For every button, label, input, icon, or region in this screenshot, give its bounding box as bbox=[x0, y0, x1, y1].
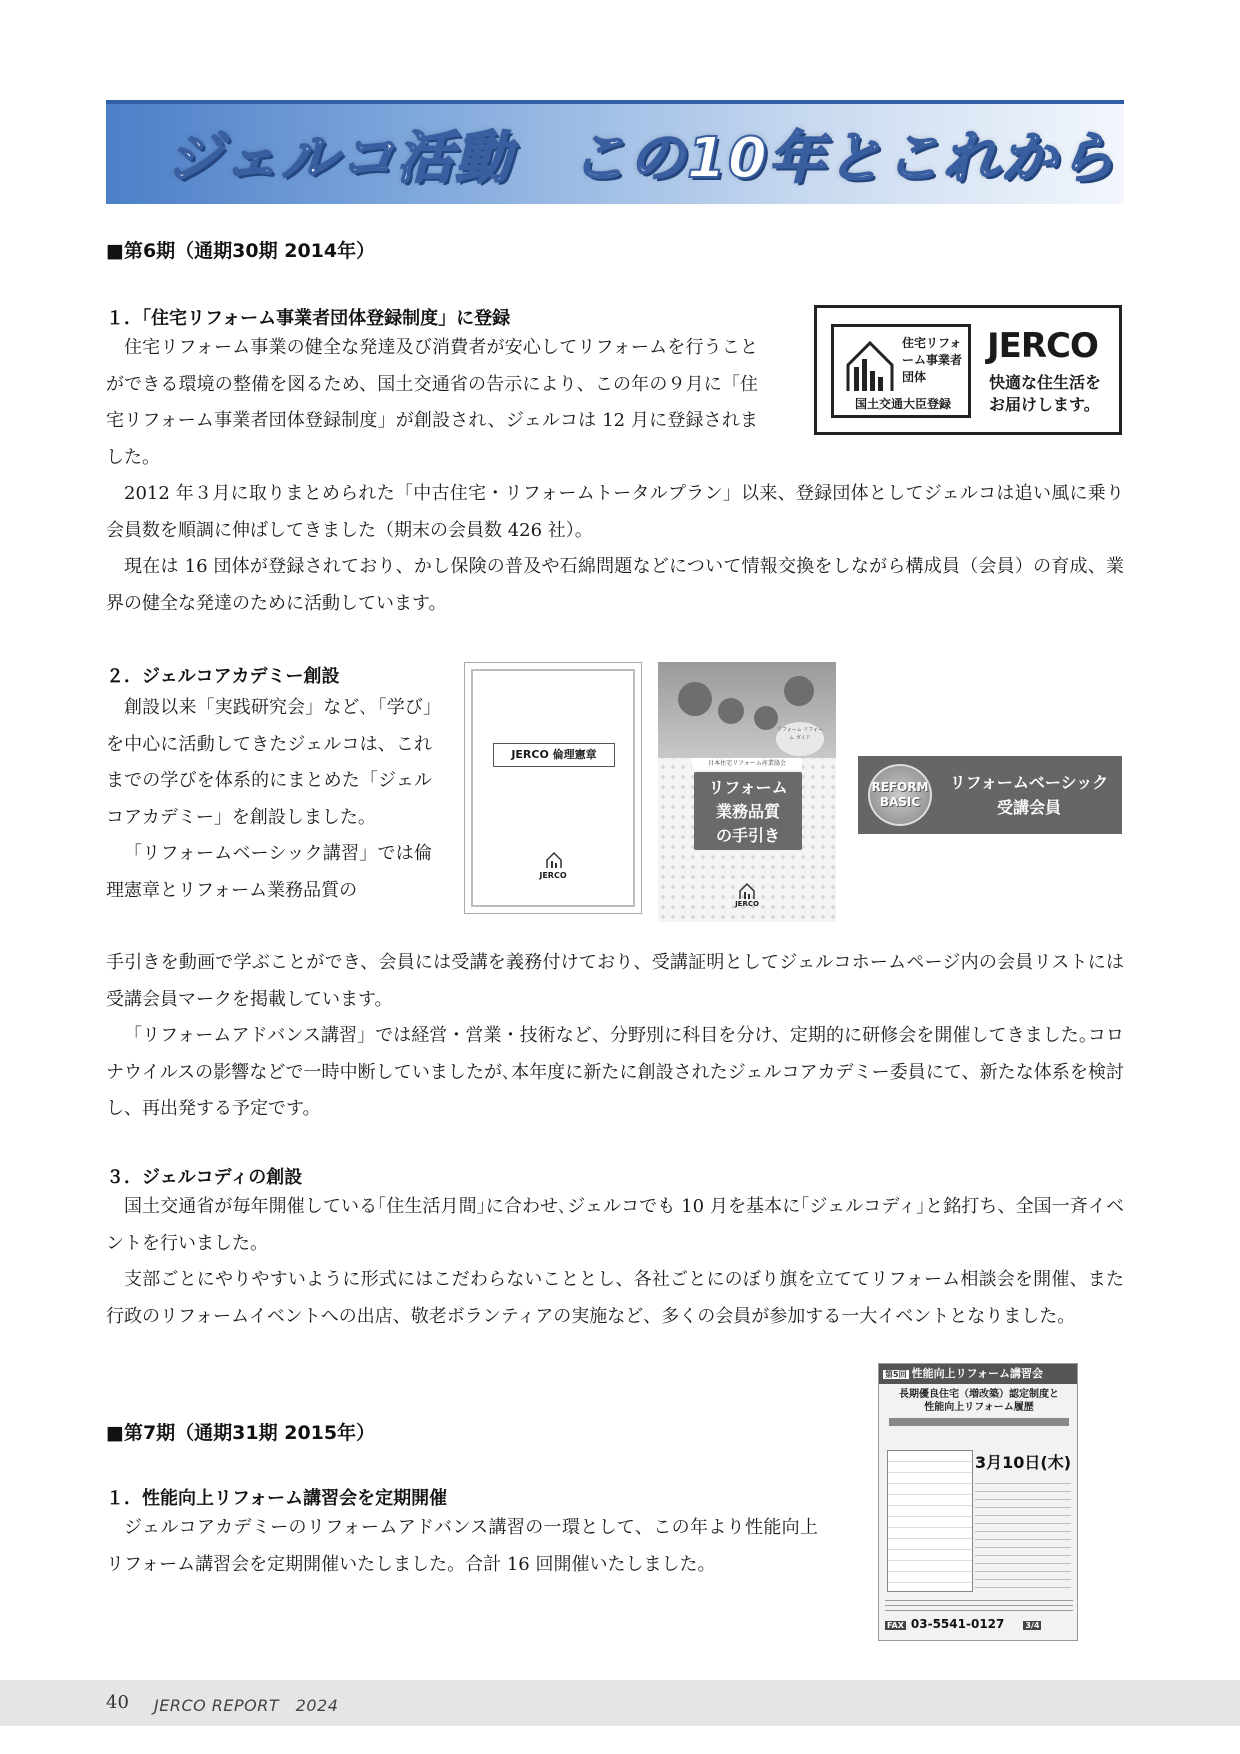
jerco-house-icon bbox=[545, 851, 563, 869]
flyer-subtitle bbox=[885, 1388, 1073, 1414]
flyer-date: 3月10日(木) bbox=[975, 1453, 1072, 1472]
period6-heading: ■第6期（通期30期 2014年） bbox=[106, 240, 376, 262]
page-footer bbox=[0, 1680, 1240, 1726]
flyer-title: 性能向上リフォーム講習会 bbox=[911, 1367, 1044, 1380]
page-number: 40 bbox=[106, 1692, 129, 1713]
house-icon bbox=[844, 337, 896, 393]
seal-text bbox=[870, 780, 930, 810]
seminar-flyer bbox=[878, 1363, 1078, 1641]
period6-item1-text-b bbox=[106, 476, 1124, 622]
reform-basic-member-badge bbox=[858, 756, 1122, 834]
paragraph: 国土交通省が毎年開催している｢住生活月間｣に合わせ､ジェルコでも 10 月を基本に｢ジェルコディ｣と銘打ち、全国一斉イベントを行いました。 bbox=[106, 1196, 1124, 1254]
fax-label: FAX bbox=[887, 1621, 904, 1630]
period7-item1-text bbox=[106, 1510, 818, 1583]
paragraph: 手引きを動画で学ぶことができ、会員には受講を義務付けており、受講証明としてジェルコホームページ内の会員リストには受講会員マークを掲載しています。 bbox=[106, 952, 1124, 1010]
family-photo bbox=[658, 662, 836, 758]
title-line: リフォーム bbox=[708, 778, 788, 797]
flyer-fax bbox=[885, 1616, 1073, 1632]
guide-badge: リフォーム リフォーム ガイド bbox=[776, 722, 824, 756]
period7-item1-title: １．性能向上リフォーム講習会を定期開催 bbox=[106, 1488, 448, 1509]
slogan-line: お届けします。 bbox=[989, 395, 1100, 414]
subtitle-line: 性能向上リフォーム履歴 bbox=[924, 1402, 1034, 1413]
paragraph: ジェルコアカデミーのリフォームアドバンス講習の一環として、この年より性能向上リフォーム講習会を定期開催いたしました。合計 16 回開催いたしました。 bbox=[106, 1517, 818, 1575]
flyer-badge: 第5回 bbox=[885, 1370, 907, 1379]
jerco-house-icon bbox=[738, 882, 756, 900]
paragraph: 現在は 16 団体が登録されており、かし保険の普及や石綿問題などについて情報交換をしながら構成員（会員）の育成、業界の健全な発達のために活動しています。 bbox=[106, 556, 1124, 614]
fax-number: 03-5541-0127 bbox=[910, 1617, 1005, 1631]
reform-basic-seal bbox=[868, 764, 932, 826]
paragraph: 「リフォームアドバンス講習」では経営・営業・技術など、分野別に科目を分け、定期的に研修会を開催してきました｡コロナウイルスの影響などで一時中断していましたが､本年度に新たに創設されたジェルコアカデミー委員にて、新たな体系を検討し、再出発する予定です。 bbox=[106, 1025, 1124, 1119]
person bbox=[784, 676, 814, 706]
slogan-line: 快適な住生活を bbox=[989, 373, 1102, 392]
period6-item3-title: ３．ジェルコディの創設 bbox=[106, 1167, 303, 1188]
period6-item3-text bbox=[106, 1189, 1124, 1335]
seal-line: BASIC bbox=[879, 795, 921, 809]
period6-item2-title: ２．ジェルコアカデミー創設 bbox=[106, 666, 340, 687]
title-banner bbox=[106, 100, 1124, 204]
period6-item2-text-b bbox=[106, 945, 1124, 1128]
flyer-form bbox=[885, 1596, 1073, 1614]
flyer-band bbox=[889, 1418, 1069, 1426]
paragraph: 支部ごとにやりやすいように形式にはこだわらないこととし、各社ごとにのぼり旗を立ててリフォーム相談会を開催、また行政のリフォームイベントへの出店、敬老ボランティアの実施など、多くの会員が参加する一大イベントとなりました。 bbox=[106, 1269, 1124, 1327]
reform-quality-guide-booklet bbox=[658, 662, 836, 922]
deadline: 3/4 bbox=[1025, 1621, 1040, 1630]
person bbox=[718, 698, 744, 724]
subtitle-line: 長期優良住宅（増改築）認定制度と bbox=[899, 1389, 1059, 1400]
period6-item2-text-a bbox=[106, 690, 432, 909]
title-line: 業務品質 bbox=[715, 802, 780, 821]
page-title: ジェルコ活動 この10年とこれから bbox=[166, 126, 1117, 191]
paragraph: 住宅リフォーム事業の健全な発達及び消費者が安心してリフォームを行うことができる環境の整備を図るため、国土交通省の告示により、この年の９月に「住宅リフォーム事業者団体登録制度」が創設され、ジェルコは 12 月に登録されました。 bbox=[106, 337, 758, 468]
booklet-brand: JERCO bbox=[735, 900, 759, 908]
booklet-title bbox=[694, 772, 802, 850]
booklet-brand: JERCO bbox=[539, 871, 567, 880]
paragraph: 2012 年３月に取りまとめられた「中古住宅・リフォームトータルプラン」以来、登録団体としてジェルコは追い風に乗り会員数を順調に伸ばしてきました（期末の会員数 426 社）。 bbox=[106, 483, 1124, 541]
ethics-charter-booklet bbox=[464, 662, 642, 914]
badge-line: 受講会員 bbox=[996, 798, 1061, 817]
person bbox=[754, 706, 778, 730]
booklet-label: JERCO 倫理憲章 bbox=[493, 743, 615, 767]
person bbox=[678, 682, 712, 716]
badge-line: リフォームベーシック bbox=[949, 773, 1109, 792]
booklet-subtitle: 日本住宅リフォーム産業協会 bbox=[692, 758, 802, 770]
logo-box-text: 住宅リフォーム事業者団体 bbox=[902, 336, 963, 384]
flyer-schedule bbox=[887, 1450, 973, 1592]
paragraph: 「リフォームベーシック講習」では倫理憲章とリフォーム業務品質の bbox=[106, 843, 432, 901]
jerco-brand: JERCO bbox=[987, 326, 1098, 366]
registration-mark bbox=[831, 324, 971, 418]
seal-line: REFORM bbox=[871, 780, 929, 794]
period6-item1-title: １．「住宅リフォーム事業者団体登録制度」に登録 bbox=[106, 308, 511, 329]
publication-title: JERCO REPORT 2024 bbox=[154, 1696, 339, 1715]
jerco-registration-logo bbox=[814, 305, 1122, 435]
period6-item1-text-a bbox=[106, 330, 758, 476]
title-line: の手引き bbox=[715, 826, 780, 845]
paragraph: 創設以来「実践研究会」など､「学び」を中心に活動してきたジェルコは、これまでの学びを体系的にまとめた「ジェルコアカデミー」を創設しました。 bbox=[106, 697, 432, 828]
badge-text bbox=[942, 770, 1116, 820]
logo-registration-text: 国土交通大臣登録 bbox=[854, 397, 951, 411]
period7-heading: ■第7期（通期31期 2015年） bbox=[106, 1422, 376, 1444]
jerco-slogan bbox=[989, 372, 1101, 416]
flyer-header bbox=[879, 1364, 1077, 1384]
flyer-details bbox=[975, 1476, 1071, 1590]
